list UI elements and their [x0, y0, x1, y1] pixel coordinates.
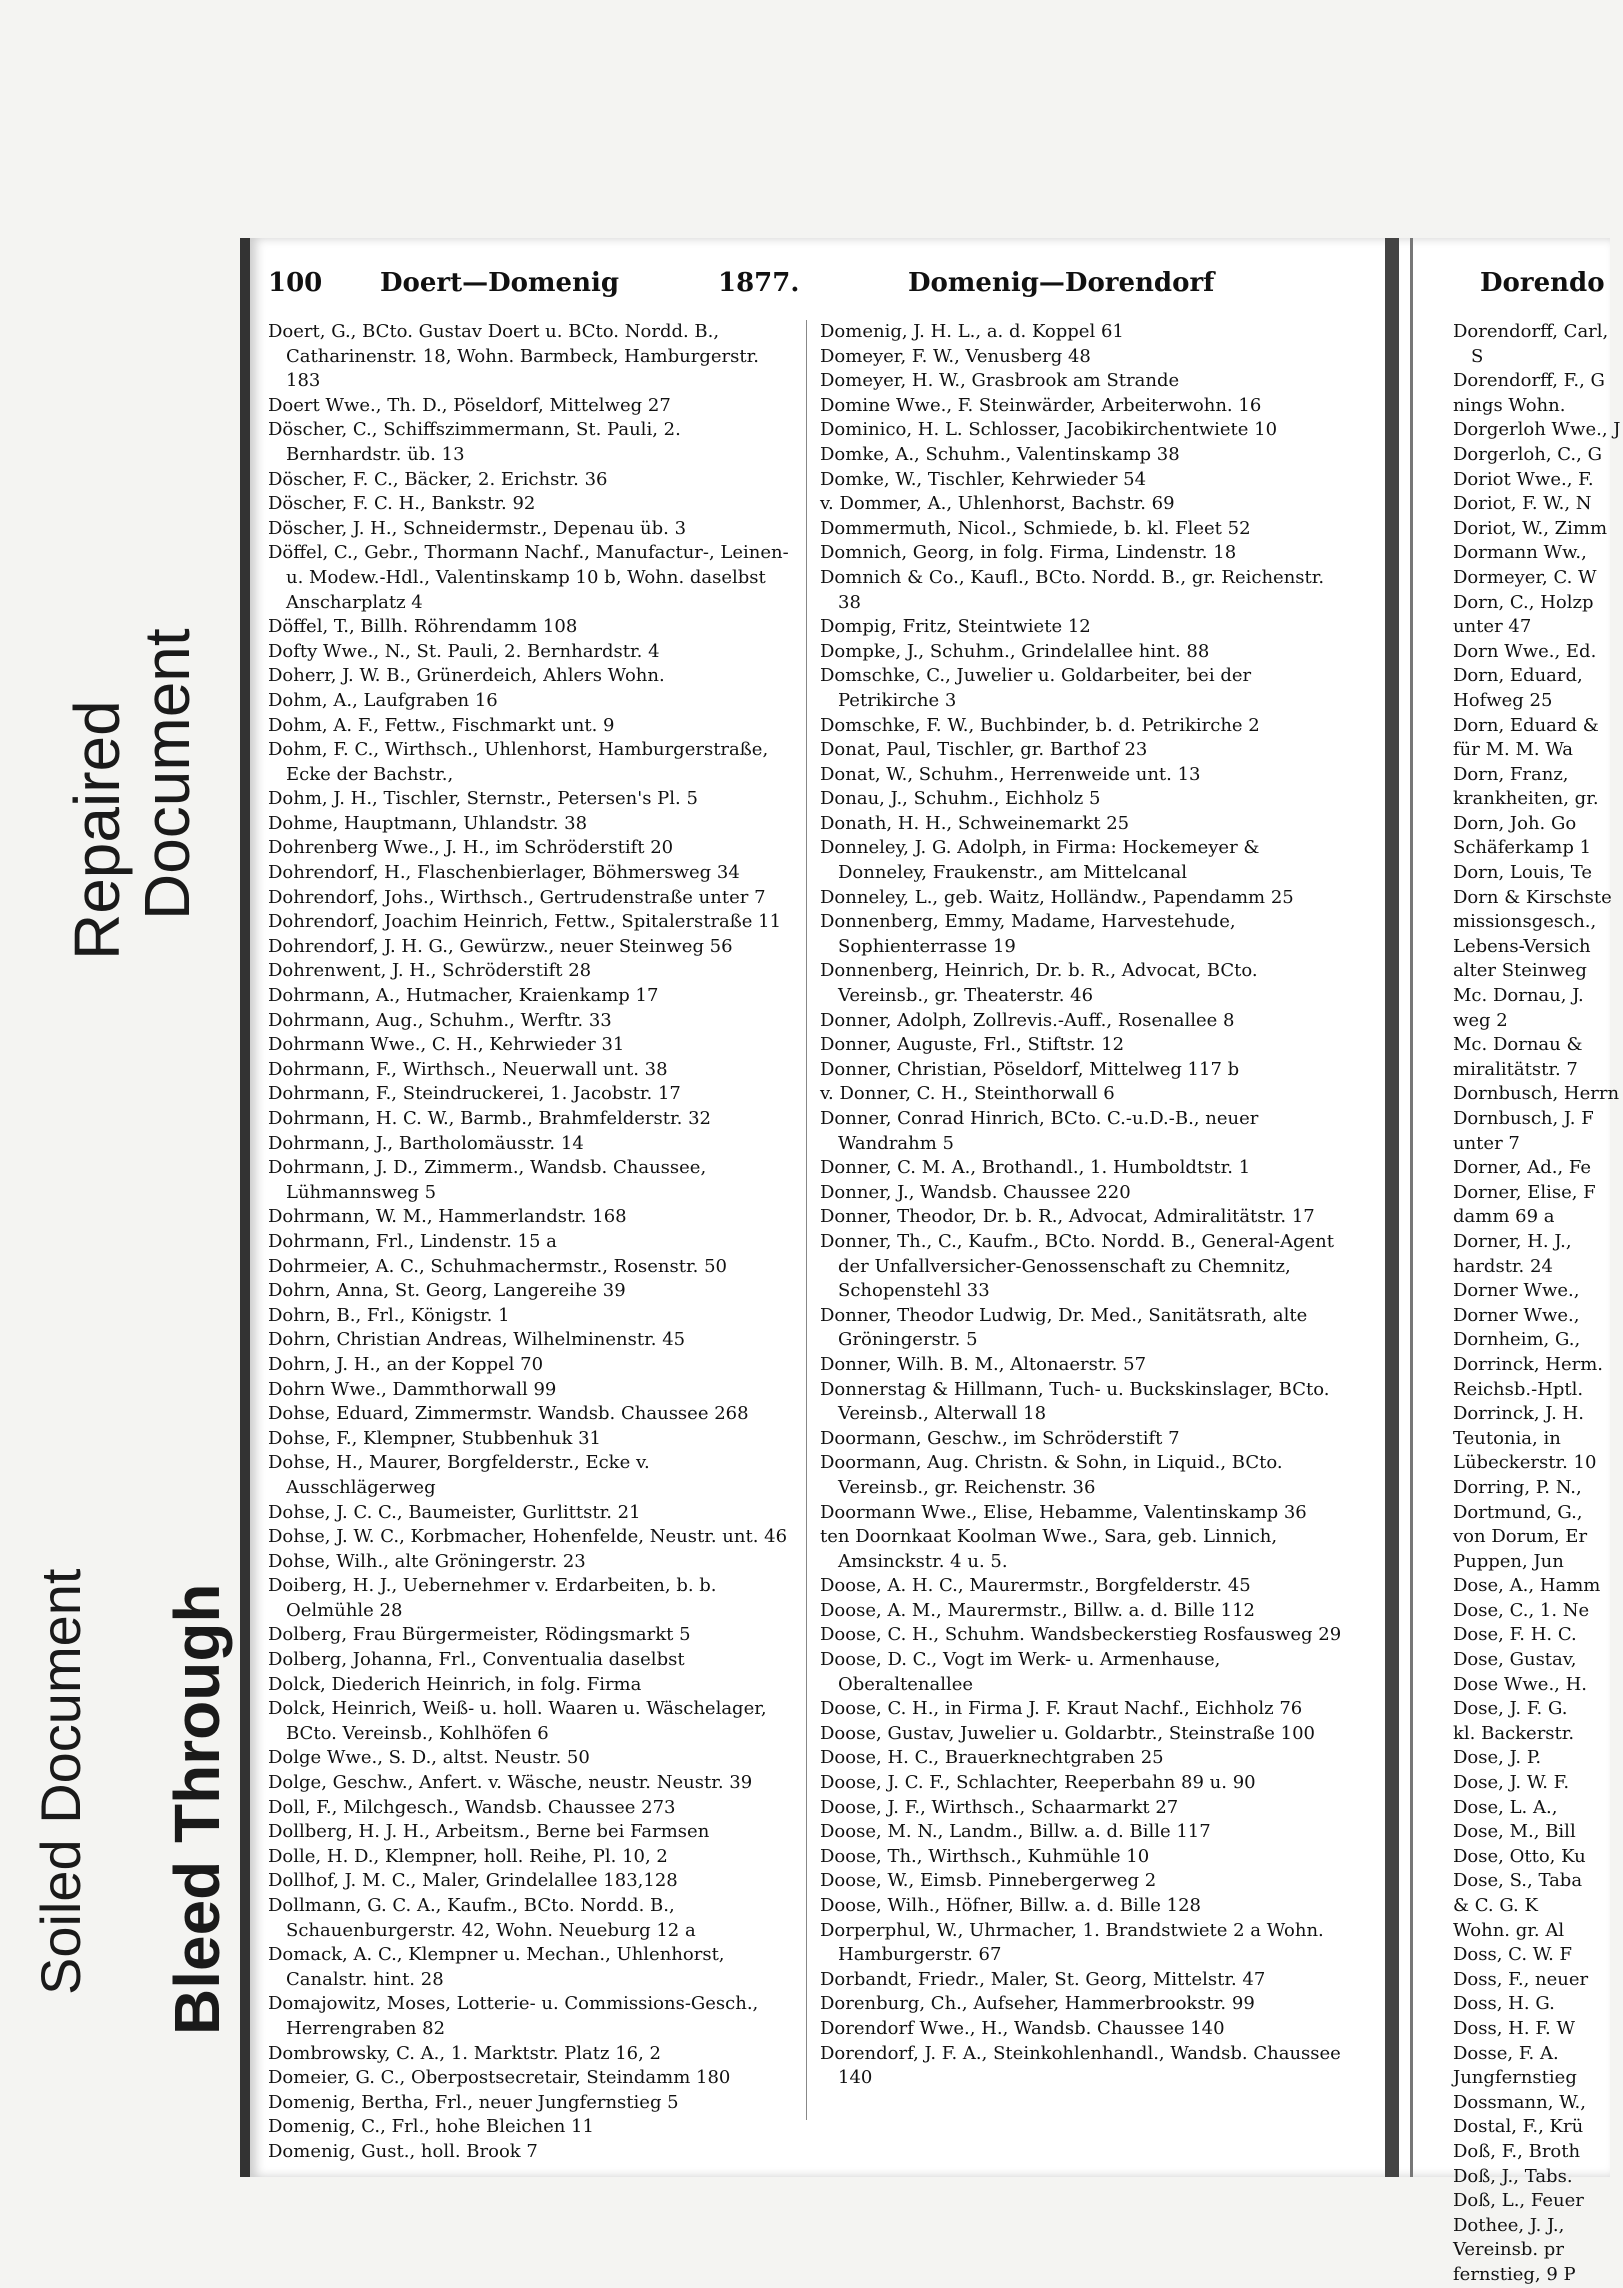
directory-entry: Donat, W., Schuhm., Herrenweide unt. 13: [820, 763, 1201, 785]
repaired-document-label: [62, 628, 202, 960]
directory-entry: Domschke, C., Juwelier u. Goldarbeiter, bei der Petrikirche 3: [820, 665, 1252, 711]
directory-entry: Dornbusch, Herrn: [1453, 1083, 1620, 1105]
directory-entry: Döscher, F. C., Bäcker, 2. Erichstr. 36: [268, 468, 608, 490]
directory-entry: Doose, J. C. F., Schlachter, Reeperbahn 89 u. 90: [820, 1772, 1256, 1794]
directory-entry: Schäferkamp 1: [1453, 837, 1592, 859]
directory-entry: Doss, F., neuer: [1453, 1968, 1589, 1990]
directory-entry: Doose, D. C., Vogt im Werk- u. Armenhause, Oberaltenallee: [820, 1649, 1221, 1695]
directory-entry: Dommermuth, Nicol., Schmiede, b. kl. Fleet 52: [820, 517, 1251, 539]
directory-entry: Dohrn, J. H., an der Koppel 70: [268, 1353, 544, 1375]
directory-entry: Puppen, Jun: [1453, 1550, 1564, 1572]
repaired-label-line1: Repaired: [61, 700, 133, 960]
directory-entry: Donnerstag & Hillmann, Tuch- u. Buckskinslager, BCto. Vereinsb., Alterwall 18: [820, 1378, 1330, 1425]
directory-entry: Dorn & Kirschste: [1453, 886, 1612, 908]
directory-entry: Dorring, P. N.,: [1453, 1476, 1582, 1498]
directory-entry: Jungfernstieg: [1453, 2067, 1577, 2089]
directory-entry: Dose, A., Hamm: [1453, 1575, 1601, 1597]
directory-entry: ten Doornkaat Koolman Wwe., Sara, geb. Linnich, Amsinckstr. 4 u. 5.: [820, 1526, 1278, 1572]
column-3: [1453, 320, 1623, 2288]
directory-entry: Dohse, J. W. C., Korbmacher, Hohenfelde, Neustr. unt. 46: [268, 1526, 788, 1548]
directory-entry: kl. Backerstr.: [1453, 1722, 1575, 1744]
directory-entry: Donner, Theodor Ludwig, Dr. Med., Sanitätsrath, alte Gröningerstr. 5: [820, 1304, 1308, 1351]
directory-entry: Dormann Ww.,: [1453, 542, 1587, 564]
directory-entry: v. Dommer, A., Uhlenhorst, Bachstr. 69: [820, 493, 1175, 515]
directory-entry: Doose, C. H., Schuhm. Wandsbeckerstieg Rosfausweg 29: [820, 1624, 1342, 1646]
directory-entry: Domine Wwe., F. Steinwärder, Arbeiterwohn. 16: [820, 394, 1262, 416]
directory-entry: Dompig, Fritz, Steintwiete 12: [820, 616, 1091, 638]
directory-entry: Dohm, F. C., Wirthsch., Uhlenhorst, Hamburgerstraße, Ecke der Bachstr.,: [268, 739, 769, 785]
directory-entry: Dollmann, G. C. A., Kaufm., BCto. Nordd. B., Schauenburgerstr. 42, Wohn. Neueburg 12 a: [268, 1895, 696, 1941]
directory-entry: Dorgerloh, C., G: [1453, 443, 1602, 465]
directory-entry: weg 2: [1453, 1009, 1508, 1031]
year: 1877.: [718, 268, 800, 298]
directory-entry: Dorn, C., Holzp: [1453, 591, 1594, 613]
directory-entry: Doss, C. W. F: [1453, 1944, 1573, 1966]
directory-entry: Domeier, G. C., Oberpostsecretair, Steindamm 180: [268, 2067, 731, 2089]
repaired-label-line2: Document: [131, 628, 203, 920]
directory-entry: damm 69 a: [1453, 1206, 1555, 1228]
directory-entry: Lebens-Versich: [1453, 935, 1591, 957]
directory-entry: & C. G. K: [1453, 1895, 1538, 1916]
directory-entry: missionsgesch.,: [1453, 911, 1597, 933]
directory-entry: Dohse, Wilh., alte Gröningerstr. 23: [268, 1550, 586, 1572]
directory-entry: Lübeckerstr. 10: [1453, 1452, 1597, 1474]
directory-entry: Dohse, Eduard, Zimmermstr. Wandsb. Chaussee 268: [268, 1403, 749, 1425]
directory-entry: Mc. Dornau, J.: [1453, 985, 1584, 1007]
directory-entry: Dohrmann, Frl., Lindenstr. 15 a: [268, 1230, 557, 1252]
directory-entry: Doormann, Geschw., im Schröderstift 7: [820, 1427, 1180, 1449]
directory-entry: Dohrmeier, A. C., Schuhmachermstr., Rosenstr. 50: [268, 1255, 727, 1277]
directory-entry: Dorgerloh Wwe., J: [1453, 419, 1621, 441]
directory-entry: Dolck, Diederich Heinrich, in folg. Firma: [268, 1673, 642, 1695]
directory-entry: Dohrendorf, H., Flaschenbierlager, Böhmersweg 34: [268, 862, 740, 884]
scanned-book-spread: [240, 238, 1621, 2285]
directory-entry: miralitätstr. 7: [1453, 1058, 1578, 1080]
directory-entry: Dothee, J. J.,: [1453, 2214, 1565, 2236]
directory-entry: Dostal, F., Krü: [1453, 2116, 1584, 2138]
directory-entry: Dolberg, Frau Bürgermeister, Rödingsmarkt 5: [268, 1624, 691, 1646]
directory-entry: unter 47: [1453, 616, 1532, 638]
directory-entry: Doose, H. C., Brauerknechtgraben 25: [820, 1747, 1164, 1769]
directory-entry: Donnenberg, Emmy, Madame, Harvestehude, Sophienterrasse 19: [820, 911, 1236, 957]
directory-entry: Doert Wwe., Th. D., Pöseldorf, Mittelweg 27: [268, 394, 671, 416]
directory-entry: Dohse, H., Maurer, Borgfelderstr., Ecke v. Ausschlägerweg: [268, 1452, 650, 1498]
directory-entry: Dossmann, W.,: [1453, 2091, 1586, 2113]
directory-entry: Domeyer, F. W., Venusberg 48: [820, 345, 1091, 367]
directory-entry: Dorrinck, Herm.: [1453, 1353, 1604, 1375]
directory-entry: Donner, Christian, Pöseldorf, Mittelweg 117 b: [820, 1058, 1240, 1080]
directory-entry: Doose, C. H., in Firma J. F. Kraut Nachf., Eichholz 76: [820, 1698, 1303, 1720]
directory-entry: Donner, Conrad Hinrich, BCto. C.-u.D.-B., neuer Wandrahm 5: [820, 1108, 1259, 1154]
directory-entry: alter Steinweg: [1453, 960, 1587, 982]
directory-entry: Doss, H. F. W: [1453, 2017, 1575, 2039]
directory-entry: Dollhof, J. M. C., Maler, Grindelallee 183,128: [268, 1870, 678, 1892]
directory-entry: Döffel, T., Billh. Röhrendamm 108: [268, 616, 578, 638]
directory-entry: nings Wohn.: [1453, 394, 1566, 416]
directory-entry: Domenig, Bertha, Frl., neuer Jungfernstieg 5: [268, 2091, 679, 2113]
directory-entry: Dorner, H. J.,: [1453, 1230, 1572, 1252]
directory-entry: Dornheim, G.,: [1453, 1329, 1581, 1351]
directory-entry: Dolge Wwe., S. D., altst. Neustr. 50: [268, 1747, 590, 1769]
next-page-header: Dorendo: [1480, 268, 1605, 298]
directory-entry: Donner, Th., C., Kaufm., BCto. Nordd. B., General-Agent der Unfallversicher-Genossenschaft zu Chemnitz, Schopenstehl 33: [820, 1230, 1334, 1302]
directory-entry: Dorner Wwe.,: [1453, 1304, 1580, 1326]
directory-entry: Mc. Dornau &: [1453, 1034, 1583, 1056]
directory-entry: Donneley, J. G. Adolph, in Firma: Hockemeyer & Donneley, Fraukenstr., am Mittelcanal: [820, 837, 1260, 884]
directory-entry: Domke, A., Schuhm., Valentinskamp 38: [820, 443, 1180, 465]
directory-entry: Dombrowsky, C. A., 1. Marktstr. Platz 16, 2: [268, 2042, 661, 2064]
directory-entry: Dose, J. W. F.: [1453, 1772, 1570, 1794]
directory-entry: Domenig, J. H. L., a. d. Koppel 61: [820, 321, 1124, 342]
directory-entry: Dorn, Franz,: [1453, 763, 1569, 785]
directory-entry: Domajowitz, Moses, Lotterie- u. Commissions-Gesch., Herrengraben 82: [268, 1993, 759, 2039]
directory-entry: Dorn, Louis, Te: [1453, 862, 1592, 884]
directory-entry: Doll, F., Milchgesch., Wandsb. Chaussee 273: [268, 1796, 676, 1818]
directory-entry: Dose, Gustav,: [1453, 1649, 1577, 1671]
directory-entry: Dorner Wwe.,: [1453, 1280, 1580, 1302]
directory-entry: Dose, J. P.: [1453, 1747, 1542, 1769]
directory-entry: Donau, J., Schuhm., Eichholz 5: [820, 788, 1101, 810]
column-1: [268, 320, 798, 2165]
directory-entry: Domenig, C., Frl., hohe Bleichen 11: [268, 2116, 594, 2138]
directory-entry: für M. M. Wa: [1453, 739, 1573, 761]
directory-entry: Dorn, Eduard,: [1453, 665, 1583, 687]
directory-entry: Dohse, F., Klempner, Stubbenhuk 31: [268, 1427, 601, 1449]
directory-entry: Domenig, Gust., holl. Brook 7: [268, 2140, 538, 2162]
directory-entry: Doose, M. N., Landm., Billw. a. d. Bille 117: [820, 1821, 1211, 1843]
directory-entry: Dorner, Elise, F: [1453, 1181, 1596, 1203]
directory-entry: Doss, H. G.: [1453, 1993, 1555, 2015]
directory-entry: Donat, Paul, Tischler, gr. Barthof 23: [820, 739, 1148, 761]
directory-entry: Dorendorff, Carl, S: [1453, 321, 1609, 367]
directory-entry: Doert, G., BCto. Gustav Doert u. BCto. Nordd. B., Catharinenstr. 18, Wohn. Barmbeck, Hamburgerstr. 183: [268, 321, 759, 392]
directory-entry: Dose, Otto, Ku: [1453, 1845, 1586, 1867]
directory-entry: Dorner, Ad., Fe: [1453, 1157, 1592, 1179]
directory-entry: Dohm, A. F., Fettw., Fischmarkt unt. 9: [268, 714, 615, 736]
directory-entry: Doose, Th., Wirthsch., Kuhmühle 10: [820, 1845, 1150, 1867]
directory-entry: Dohrendorf, Johs., Wirthsch., Gertrudenstraße unter 7: [268, 886, 766, 908]
directory-entry: Dohrmann, Aug., Schuhm., Werftr. 33: [268, 1009, 612, 1031]
directory-entry: Dohrmann, H. C. W., Barmb., Brahmfelderstr. 32: [268, 1108, 711, 1129]
directory-entry: Dornbusch, J. F: [1453, 1108, 1594, 1129]
page-header: [268, 268, 1368, 312]
directory-entry: Dorendorf, J. F. A., Steinkohlenhandl., Wandsb. Chaussee 140: [820, 2042, 1341, 2089]
directory-entry: Doose, Gustav, Juwelier u. Goldarbtr., Steinstraße 100: [820, 1722, 1315, 1744]
directory-entry: Doose, Wilh., Höfner, Billw. a. d. Bille 128: [820, 1895, 1201, 1916]
directory-entry: Donner, Wilh. B. M., Altonaerstr. 57: [820, 1353, 1147, 1375]
directory-entry: Doriot, F. W., N: [1453, 493, 1592, 515]
directory-entry: Dohm, A., Laufgraben 16: [268, 689, 498, 711]
soiled-document-label: Soiled Document: [29, 1568, 92, 1995]
directory-entry: Wohn. gr. Al: [1453, 1919, 1565, 1941]
directory-entry: Dohrmann, F., Steindruckerei, 1. Jacobstr. 17: [268, 1083, 681, 1105]
directory-entry: Doose, A. H. C., Maurermstr., Borgfelderstr. 45: [820, 1575, 1251, 1597]
directory-entry: Dolck, Heinrich, Weiß- u. holl. Waaren u. Wäschelager, BCto. Vereinsb., Kohlhöfen 6: [268, 1698, 767, 1744]
directory-entry: Domschke, F. W., Buchbinder, b. d. Petrikirche 2: [820, 714, 1260, 736]
directory-entry: krankheiten, gr.: [1453, 788, 1599, 810]
directory-entry: Vereinsb. pr: [1453, 2239, 1564, 2261]
directory-entry: Doß, L., Feuer: [1453, 2190, 1584, 2212]
directory-entry: Döscher, C., Schiffszimmermann, St. Pauli, 2. Bernhardstr. üb. 13: [268, 419, 681, 465]
directory-entry: Dohrn, B., Frl., Königstr. 1: [268, 1304, 510, 1326]
directory-entry: Dorn Wwe., Ed.: [1453, 640, 1597, 662]
directory-entry: Dose, S., Taba: [1453, 1870, 1583, 1892]
directory-entry: Dosse, F. A.: [1453, 2042, 1559, 2064]
directory-entry: Dorn, Joh. Go: [1453, 812, 1577, 834]
directory-entry: Dollberg, H. J. H., Arbeitsm., Berne bei Farmsen: [268, 1821, 710, 1843]
directory-entry: Dohrmann, J., Bartholomäusstr. 14: [268, 1132, 584, 1154]
directory-entry: Domeyer, H. W., Grasbrook am Strande: [820, 370, 1180, 392]
directory-entry: Doormann, Aug. Christn. & Sohn, in Liquid., BCto. Vereinsb., gr. Reichenstr. 36: [820, 1452, 1283, 1498]
directory-entry: Doß, J., Tabs.: [1453, 2165, 1573, 2187]
directory-entry: Dompke, J., Schuhm., Grindelallee hint. 88: [820, 640, 1210, 662]
directory-entry: Doose, W., Eimsb. Pinnebergerweg 2: [820, 1870, 1157, 1892]
directory-entry: Dohrenberg Wwe., J. H., im Schröderstift 20: [268, 837, 674, 859]
directory-entry: Doriot, W., Zimm: [1453, 517, 1608, 539]
directory-entry: fernstieg, 9 P: [1453, 2263, 1576, 2285]
directory-entry: Teutonia, in: [1453, 1427, 1561, 1449]
directory-entry: Domnich, Georg, in folg. Firma, Lindenstr. 18: [820, 542, 1237, 564]
directory-entry: Dorbandt, Friedr., Maler, St. Georg, Mittelstr. 47: [820, 1968, 1266, 1990]
directory-entry: Donnenberg, Heinrich, Dr. b. R., Advocat, BCto. Vereinsb., gr. Theaterstr. 46: [820, 960, 1258, 1007]
directory-entry: Doß, F., Broth: [1453, 2140, 1581, 2162]
directory-entry: Dohrn, Christian Andreas, Wilhelminenstr. 45: [268, 1329, 686, 1351]
directory-entry: Donath, H. H., Schweinemarkt 25: [820, 812, 1130, 834]
left-running-title: Doert—Domenig: [380, 268, 620, 298]
directory-entry: Dolge, Geschw., Anfert. v. Wäsche, neustr. Neustr. 39: [268, 1772, 753, 1794]
directory-page: [268, 268, 1621, 2285]
directory-entry: unter 7: [1453, 1132, 1520, 1154]
directory-entry: Donner, C. M. A., Brothandl., 1. Humboldtstr. 1: [820, 1157, 1251, 1179]
directory-entry: Dose Wwe., H.: [1453, 1673, 1588, 1695]
directory-entry: Donner, Adolph, Zollrevis.-Auff., Rosenallee 8: [820, 1009, 1235, 1031]
directory-entry: Dolle, H. D., Klempner, holl. Reihe, Pl. 10, 2: [268, 1845, 668, 1867]
directory-entry: Dorn, Eduard &: [1453, 714, 1599, 736]
bleed-through-label: Bleed Through: [161, 1583, 233, 2035]
directory-entry: Donner, J., Wandsb. Chaussee 220: [820, 1181, 1131, 1203]
column-2: [820, 320, 1350, 2091]
directory-entry: Dohrendorf, J. H. G., Gewürzw., neuer Steinweg 56: [268, 935, 733, 957]
directory-entry: Donner, Theodor, Dr. b. R., Advocat, Admiralitätstr. 17: [820, 1206, 1315, 1228]
directory-entry: Döffel, C., Gebr., Thormann Nachf., Manufactur-, Leinen- u. Modew.-Hdl., Valentinskamp 10 b, Wohn. daselbst Anscharplatz 4: [268, 542, 789, 613]
directory-entry: Doiberg, H. J., Uebernehmer v. Erdarbeiten, b. b. Oelmühle 28: [268, 1575, 717, 1621]
directory-entry: Domack, A. C., Klempner u. Mechan., Uhlenhorst, Canalstr. hint. 28: [268, 1944, 725, 1990]
column-rule: [806, 320, 807, 2120]
directory-entry: Dohrmann, W. M., Hammerlandstr. 168: [268, 1206, 627, 1228]
directory-entry: Domke, W., Tischler, Kehrwieder 54: [820, 468, 1147, 490]
directory-entry: Doriot Wwe., F.: [1453, 468, 1594, 490]
directory-entry: Dorendorff, F., G: [1453, 370, 1605, 392]
directory-entry: Dohse, J. C. C., Baumeister, Gurlittstr. 21: [268, 1501, 641, 1523]
directory-entry: Dose, M., Bill: [1453, 1821, 1576, 1843]
directory-entry: Dohme, Hauptmann, Uhlandstr. 38: [268, 812, 588, 834]
directory-entry: Dose, J. F. G.: [1453, 1698, 1568, 1720]
directory-entry: Döscher, F. C. H., Bankstr. 92: [268, 493, 536, 515]
directory-entry: Dose, L. A.,: [1453, 1796, 1558, 1818]
directory-entry: Dohrmann, F., Wirthsch., Neuerwall unt. 38: [268, 1058, 668, 1080]
directory-entry: Dohrn Wwe., Dammthorwall 99: [268, 1378, 557, 1400]
directory-entry: Dormeyer, C. W: [1453, 566, 1597, 588]
directory-entry: hardstr. 24: [1453, 1255, 1553, 1277]
directory-entry: Doose, A. M., Maurermstr., Billw. a. d. Bille 112: [820, 1599, 1256, 1621]
directory-entry: Doormann Wwe., Elise, Hebamme, Valentinskamp 36: [820, 1501, 1307, 1523]
directory-entry: Dohrmann, J. D., Zimmerm., Wandsb. Chaussee, Lühmannsweg 5: [268, 1157, 707, 1203]
directory-entry: Dorendorf Wwe., H., Wandsb. Chaussee 140: [820, 2017, 1225, 2039]
directory-entry: Dohrmann, A., Hutmacher, Kraienkamp 17: [268, 985, 659, 1007]
directory-entry: Donner, Auguste, Frl., Stiftstr. 12: [820, 1034, 1125, 1056]
page-number: 100: [268, 268, 323, 298]
directory-entry: Donneley, L., geb. Waitz, Holländw., Papendamm 25: [820, 886, 1294, 908]
directory-entry: Döscher, J. H., Schneidermstr., Depenau üb. 3: [268, 517, 687, 539]
directory-entry: Dose, C., 1. Ne: [1453, 1599, 1590, 1621]
directory-entry: Dortmund, G.,: [1453, 1501, 1583, 1523]
directory-entry: Dorperphul, W., Uhrmacher, 1. Brandstwiete 2 a Wohn. Hamburgerstr. 67: [820, 1919, 1324, 1966]
directory-entry: Doose, J. F., Wirthsch., Schaarmarkt 27: [820, 1796, 1179, 1818]
directory-entry: v. Donner, C. H., Steinthorwall 6: [820, 1083, 1115, 1105]
book-gutter: [1385, 238, 1399, 2177]
directory-entry: Dorenburg, Ch., Aufseher, Hammerbrookstr. 99: [820, 1993, 1255, 2015]
directory-entry: Dolberg, Johanna, Frl., Conventualia daselbst: [268, 1649, 685, 1671]
directory-entry: Domnich & Co., Kaufl., BCto. Nordd. B., gr. Reichenstr. 38: [820, 566, 1325, 613]
directory-entry: Dofty Wwe., N., St. Pauli, 2. Bernhardstr. 4: [268, 640, 660, 662]
directory-entry: Dohrenwent, J. H., Schröderstift 28: [268, 960, 592, 982]
directory-entry: Dohrn, Anna, St. Georg, Langereihe 39: [268, 1280, 626, 1302]
right-running-title: Domenig—Dorendorf: [908, 268, 1215, 298]
directory-entry: von Dorum, Er: [1453, 1526, 1588, 1548]
directory-entry: Dorrinck, J. H.: [1453, 1403, 1584, 1425]
directory-entry: Dohrendorf, Joachim Heinrich, Fettw., Spitalerstraße 11: [268, 911, 782, 933]
directory-entry: Reichsb.-Hptl.: [1453, 1378, 1584, 1400]
directory-entry: Hofweg 25: [1453, 689, 1553, 711]
directory-entry: Doherr, J. W. B., Grünerdeich, Ahlers Wohn.: [268, 665, 665, 687]
directory-entry: Dominico, H. L. Schlosser, Jacobikirchentwiete 10: [820, 419, 1278, 441]
directory-entry: Dohm, J. H., Tischler, Sternstr., Petersen's Pl. 5: [268, 788, 698, 810]
directory-entry: Dose, F. H. C.: [1453, 1624, 1577, 1646]
directory-entry: Dohrmann Wwe., C. H., Kehrwieder 31: [268, 1034, 625, 1056]
book-gutter-edge: [1410, 238, 1413, 2177]
